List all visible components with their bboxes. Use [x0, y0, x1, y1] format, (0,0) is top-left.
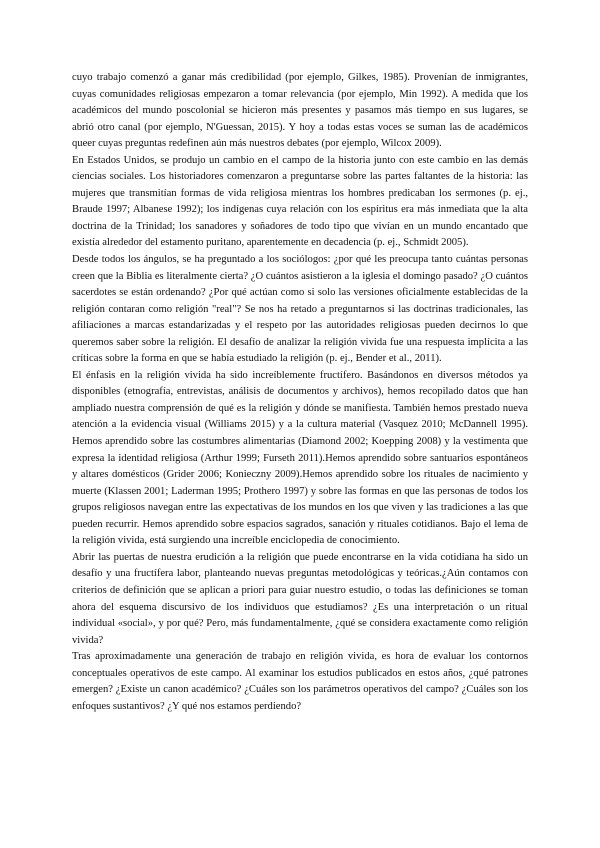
paragraph-4: El énfasis en la religión vivida ha sido increíblemente fructífero. Basándonos en diversos métodos ya disponibles (etnografía, entrevistas, análisis de documentos y archivos), hemos recopilado datos que han ampliado nuestra comprensión de qué es la religión y dónde se manifiesta. También hemos prestado nueva atención a la evidencia visual (Williams 2015) y a la cultura material (Vasquez 2010; McDannell 1995). Hemos aprendido sobre las costumbres alimentarias (Diamond 2002; Koepping 2008) y la vestimenta que expresa la identidad religiosa (Arthur 1999; Furseth 2011).Hemos aprendido sobre santuarios espontáneos y altares domésticos (Grider 2006; Konieczny 2009).Hemos aprendido sobre los rituales de nacimiento y muerte (Klassen 2001; Laderman 1995; Prothero 1997) y sobre las formas en que las personas de todos los grupos religiosos navegan entre las expectativas de los mundos en los que viven y las tradiciones a las que pueden recurrir. Hemos aprendido sobre espacios sagrados, sanación y rituales cotidianos. Bajo el lema de la religión vivida, está surgiendo una increíble enciclopedia de conocimiento.: [72, 369, 528, 547]
paragraph-5: Abrir las puertas de nuestra erudición a la religión que puede encontrarse en la vida cotidiana ha sido un desafío y una fructífera labor, planteando nuevas preguntas metodológicas y teóricas.¿Aún contamos con criterios de definición que se aplican a priori para guiar nuestro estudio, o todas las definiciones se toman ahora del esquema discursivo de los individuos que estudiamos? ¿Es una interpretación o un ritual individual «social», y por qué? Pero, más fundamentalmente, ¿qué se considera exactamente como religión vivida?: [72, 551, 528, 646]
paragraph-6: Tras aproximadamente una generación de trabajo en religión vivida, es hora de evaluar los contornos conceptuales operativos de este campo. Al examinar los estudios publicados en estos años, ¿qué patrones emergen? ¿Existe un canon académico? ¿Cuáles son los parámetros operativos del campo? ¿Cuáles son los enfoques sustantivos? ¿Y qué nos estamos perdiendo?: [72, 651, 528, 712]
document-page: [72, 70, 528, 715]
paragraph-3: Desde todos los ángulos, se ha preguntado a los sociólogos: ¿por qué les preocupa tanto cuántas personas creen que la Biblia es literalmente cierta? ¿O cuántos asistieron a la iglesia el domingo pasado? ¿O cuántos sacerdotes se están ordenando? ¿Por qué actúan como si solo las versiones oficialmente establecidas de la religión contaran como religión "real"? Se nos ha retado a preguntarnos si las doctrinas tradicionales, las afiliaciones a marcas estandarizadas y el respeto por las autoridades religiosas pueden decirnos lo que queremos saber sobre la religión. El desafío de analizar la religión vivida fue una respuesta implícita a las críticas sobre la forma en que se había estudiado la religión (p. ej., Bender et al., 2011).: [72, 254, 528, 365]
paragraph-2: En Estados Unidos, se produjo un cambio en el campo de la historia junto con este cambio en las demás ciencias sociales. Los historiadores comenzaron a preguntarse sobre las partes faltantes de la historia: las mujeres que transmitían formas de vida religiosa mientras los hombres predicaban los sermones (p. ej., Braude 1997; Albanese 1992); los indígenas cuya relación con los espíritus era más inmediata que la alta doctrina de la Trinidad; los sanadores y soñadores de todo tipo que vivían en un mundo encantado que existía alrededor del estamento puritano, aparentemente en decadencia (p. ej., Schmidt 2005).: [72, 154, 528, 249]
paragraph-1: cuyo trabajo comenzó a ganar más credibilidad (por ejemplo, Gilkes, 1985). Provenían de inmigrantes, cuyas comunidades religiosas empezaron a tomar relevancia (por ejemplo, Min 1992). A medida que los académicos del mundo poscolonial se hicieron más presentes y pasamos más tiempo en sus lugares, se abrió otro canal (por ejemplo, N'Guessan, 2015). Y hoy a todas estas voces se suman las de académicos queer cuyas preguntas redefinen aún más nuestros debates (por ejemplo, Wilcox 2009).: [72, 72, 528, 150]
